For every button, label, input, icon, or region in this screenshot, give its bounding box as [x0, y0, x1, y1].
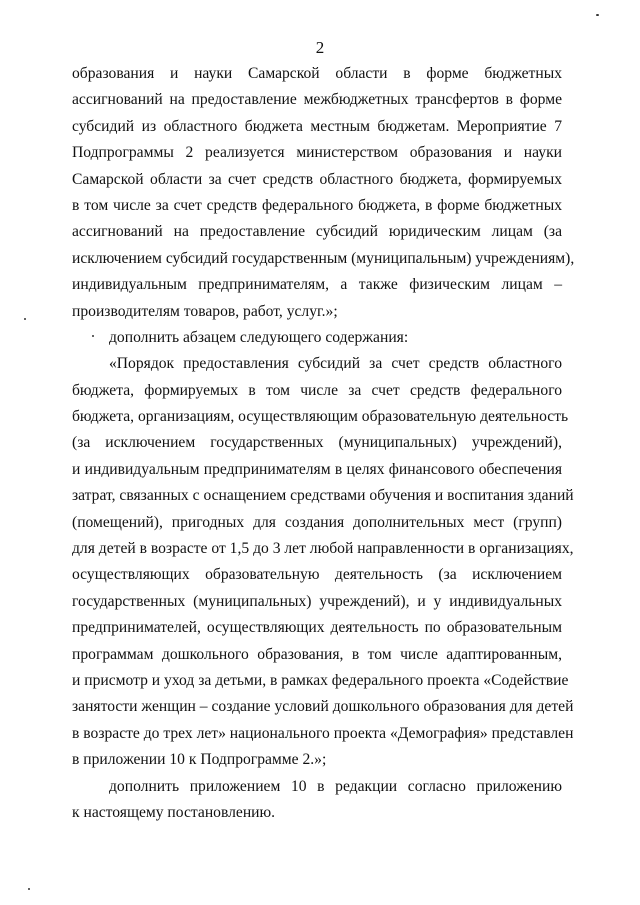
- text-line: бюджета, организациям, осуществляющим образовательную деятельность: [72, 408, 569, 426]
- text-line: образования и науки Самарской области в форме бюджетных: [72, 65, 562, 82]
- text-line: субсидий из областного бюджета местным бюджетам. Мероприятие 7: [72, 117, 562, 135]
- paragraph-1: [72, 61, 575, 325]
- text-line: бюджета, формируемых в том числе за счет средств федерального: [72, 381, 562, 399]
- text-line: и присмотр и уход за детьми, в рамках федерального проекта «Содействие: [72, 671, 569, 689]
- text-line: «Порядок предоставления субсидий за счет средств областного: [109, 355, 562, 373]
- text-line: ассигнований на предоставление межбюджетных трансфертов в форме: [72, 91, 562, 109]
- scan-speck: [596, 14, 599, 16]
- text-line: затрат, связанных с оснащением средствами обучения и воспитания зданий: [72, 487, 574, 505]
- text-line: для детей в возрасте от 1,5 до 3 лет любой направленности в организациях,: [72, 540, 574, 558]
- text-line: (за исключением государственных (муниципальных) учреждений),: [72, 434, 562, 452]
- text-line: программам дошкольного образования, в том числе адаптированным,: [72, 645, 562, 663]
- text-line: (помещений), пригодных для создания дополнительных мест (групп): [72, 513, 562, 531]
- text-line: государственных (муниципальных) учреждений), и у индивидуальных: [72, 592, 562, 610]
- text-line: занятости женщин – создание условий дошкольного образования для детей: [72, 698, 574, 716]
- text-line: Самарской области за счет средств областного бюджета, формируемых: [72, 170, 562, 188]
- document-body: [72, 61, 575, 826]
- paragraph-3: [72, 351, 574, 773]
- text-line: индивидуальным предпринимателям, а также физическим лицам –: [72, 276, 562, 294]
- text-line: исключением субсидий государственным (муниципальным) учреждениям),: [72, 249, 575, 267]
- paragraph-2: [72, 325, 562, 351]
- text-line: предпринимателей, осуществляющих деятельность по образовательным: [72, 619, 562, 637]
- text-line: ассигнований на предоставление субсидий юридическим лицам (за: [72, 223, 562, 241]
- text-line: в том числе за счет средств федерального бюджета, в форме бюджетных: [72, 196, 562, 214]
- text-line: и индивидуальным предпринимателям в целях финансового обеспечения: [72, 460, 562, 478]
- scan-speck: [28, 888, 30, 890]
- text-line: в приложении 10 к Подпрограмме 2.»;: [72, 751, 327, 769]
- text-line: Подпрограммы 2 реализуется министерством образования и науки: [72, 144, 562, 162]
- text-line: дополнить приложением 10 в редакции согласно приложению: [109, 777, 562, 795]
- text-line: осуществляющих образовательную деятельность (за исключением: [72, 566, 562, 584]
- text-line: к настоящему постановлению.: [72, 803, 276, 821]
- text-line: в возрасте до трех лет» национального проекта «Демография» представлен: [72, 724, 574, 742]
- page-number: 2: [315, 38, 325, 57]
- text-line: производителям товаров, работ, услуг.»;: [72, 302, 338, 320]
- paragraph-4: [72, 774, 562, 827]
- scan-speck: [92, 335, 94, 337]
- scan-speck: [24, 318, 26, 320]
- text-line: дополнить абзацем следующего содержания:: [109, 328, 409, 346]
